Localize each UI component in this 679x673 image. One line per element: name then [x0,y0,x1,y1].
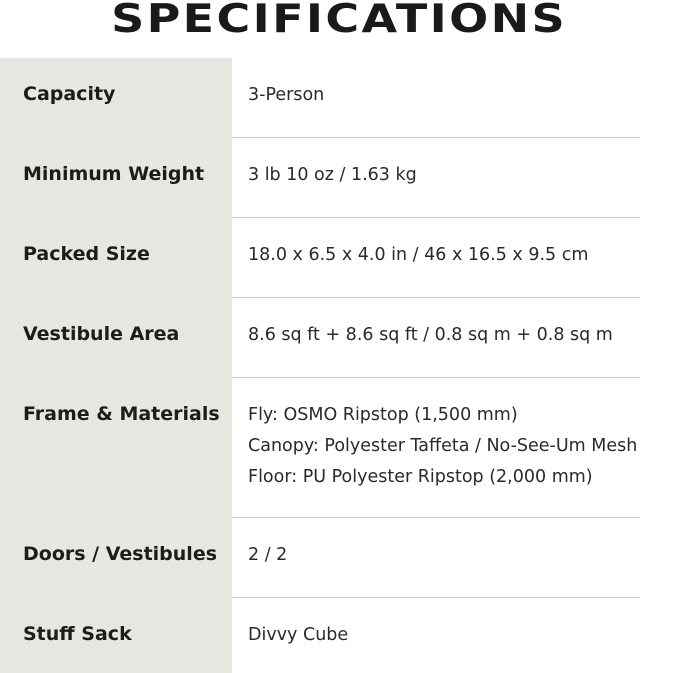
specifications-table [0,58,679,673]
spec-row-stuff-sack [0,598,679,673]
spec-row-frame-materials [0,378,679,517]
spec-value-line: Canopy: Polyester Taffeta / No-See-Um Mesh [248,436,638,456]
spec-row-minimum-weight [0,138,679,217]
spec-value: 3 lb 10 oz / 1.63 kg [248,165,417,185]
spec-label: Vestibule Area [23,323,180,345]
spec-label: Packed Size [23,243,150,265]
spec-value: 18.0 x 6.5 x 4.0 in / 46 x 16.5 x 9.5 cm [248,245,589,265]
spec-label: Minimum Weight [23,163,205,185]
page-title: SPECIFICATIONS [111,0,568,42]
spec-value-line: Floor: PU Polyester Ripstop (2,000 mm) [248,467,593,487]
spec-label: Doors / Vestibules [23,543,218,565]
spec-value: 8.6 sq ft + 8.6 sq ft / 0.8 sq m + 0.8 sq m [248,325,613,345]
spec-value-line: Fly: OSMO Ripstop (1,500 mm) [248,405,518,425]
spec-row-vestibule-area [0,298,679,377]
spec-row-packed-size [0,218,679,297]
spec-label: Frame & Materials [23,403,220,425]
spec-row-capacity [0,58,679,137]
spec-row-doors-vestibules [0,518,679,597]
spec-value: 3-Person [248,85,325,105]
spec-label: Capacity [23,83,116,105]
spec-value: 2 / 2 [248,545,288,565]
spec-label: Stuff Sack [23,623,132,645]
spec-value: Divvy Cube [248,625,349,645]
